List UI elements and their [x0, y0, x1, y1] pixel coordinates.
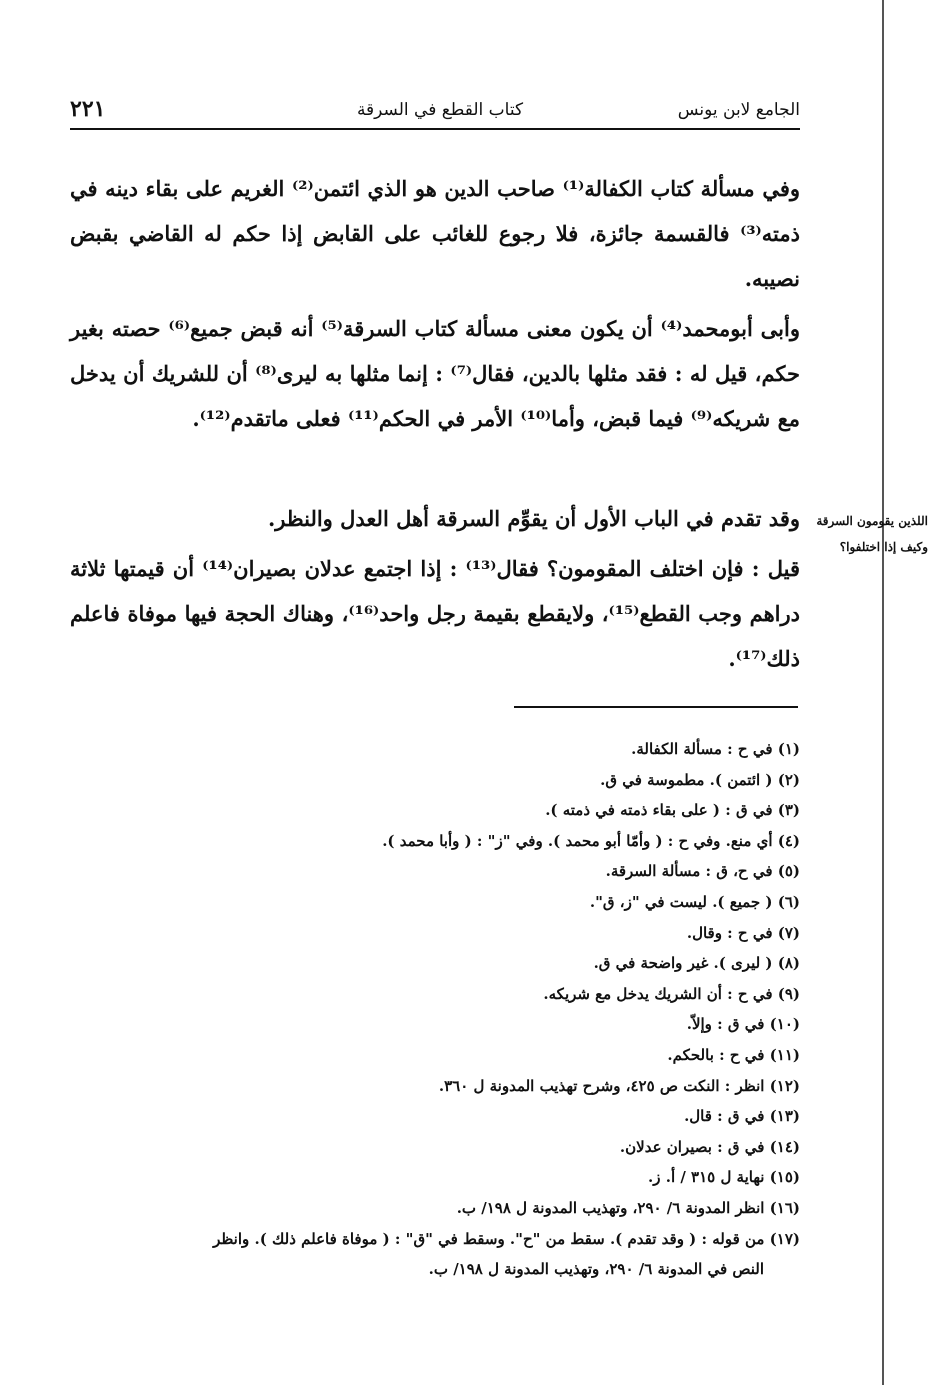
footnote: (٨) ( ليرى ). غير واضحة في ق.	[593, 954, 800, 973]
footnote: (١٥) نهاية ل ٣١٥ / أ. ز.	[648, 1168, 800, 1187]
footnote: (٤) أي منع. وفي ح : ( وأمّا أبو محمد ). وفي "ز" : ( وأبا محمد ).	[382, 831, 800, 850]
paragraph-2: وأبى أبومحمد⁽⁴⁾ أن يكون معنى مسألة كتاب السرقة⁽⁵⁾ أنه قبض جميع⁽⁶⁾ حصته بغير حكم، قيل له : فقد مثلها بالدين، فقال⁽⁷⁾ : إنما مثلها به ليرى⁽⁸⁾ أن للشريك أن يدخل مع شريكه⁽⁹⁾ فيما قبض، وأما⁽¹⁰⁾ الأمر في الحكم⁽¹¹⁾ فعلى ماتقدم⁽¹²⁾.	[70, 316, 800, 431]
footnote: (٩) في ح : أن الشريك يدخل مع شريكه.	[543, 984, 800, 1003]
paragraph-1: وفي مسألة كتاب الكفالة⁽¹⁾ صاحب الدين هو الذي ائتمن⁽²⁾ الغريم على بقاء دينه في ذمته⁽³⁾ فالقسمة جائزة، فلا رجوع للغائب على القابض إذا حكم له القاضي بقبض نصيبه.	[70, 176, 800, 291]
margin-note-line-1: اللذين يقومون السرقة	[816, 514, 928, 528]
footnote: (١) في ح : مسألة الكفالة.	[631, 740, 800, 758]
chapter-title: كتاب القطع في السرقة	[356, 100, 524, 120]
footnote: (٢) ( ائتمن ). مطموسة في ق.	[600, 770, 800, 789]
footnote: (٧) في ح : وقال.	[686, 923, 800, 942]
paragraph-4-lead: قيل :	[751, 556, 801, 581]
margin-note	[808, 508, 928, 560]
footnote: (١١) في ح : بالحكم.	[667, 1045, 800, 1064]
page-edge-line	[882, 0, 884, 1385]
book-title: الجامع لابن يونس	[677, 100, 800, 120]
footnote: (٥) في ح، ق : مسألة السرقة.	[605, 862, 800, 881]
footnote: (١٣) في ق : قال.	[684, 1107, 800, 1126]
footnotes	[70, 734, 800, 1285]
paragraph-4	[70, 546, 800, 681]
footnote: (١٠) في ق : وإلاّ.	[686, 1015, 800, 1034]
footnote: (١٦) انظر المدونة ٦/ ٢٩٠، وتهذيب المدونة ل ١٩٨/ ب.	[456, 1198, 800, 1217]
footnote-separator	[514, 706, 798, 708]
paragraph-3: وقد تقدم في الباب الأول أن يقوِّم السرقة أهل العدل والنظر.	[267, 506, 800, 531]
footnote: (٦) ( جميع ). ليست في "ز، ق".	[589, 892, 800, 911]
footnote-continuation: النص في المدونة ٦/ ٢٩٠، وتهذيب المدونة ل ١٩٨/ ب.	[428, 1260, 764, 1279]
paragraph-4-text: فإن اختلف المقومون؟ فقال⁽¹³⁾ : إذا اجتمع عدلان بصيران⁽¹⁴⁾ أن قيمتها ثلاثة دراهم وجب القطع⁽¹⁵⁾، ولايقطع بقيمة رجل واحد⁽¹⁶⁾، وهناك الحجة فيها موفاة فاعلم ذلك⁽¹⁷⁾.	[70, 556, 800, 671]
header-rule	[70, 128, 800, 130]
page-number: ٢٢١	[70, 96, 106, 122]
footnote: (١٤) في ق : بصيران عدلان.	[619, 1137, 800, 1156]
running-header	[70, 96, 800, 128]
footnote: (١٢) انظر : النكت ص ٤٢٥، وشرح تهذيب المدونة ل ٣٦٠.	[438, 1076, 800, 1095]
footnote: (١٧) من قوله : ( وقد تقدم ). سقط من "ح". وسقط في "ق" : ( موفاة فاعلم ذلك ). وانظر	[213, 1229, 800, 1248]
margin-note-line-2: وكيف إذا اختلفوا؟	[839, 540, 928, 554]
footnote: (٣) في ق : ( على بقاء ذمته في ذمته ).	[545, 801, 800, 820]
